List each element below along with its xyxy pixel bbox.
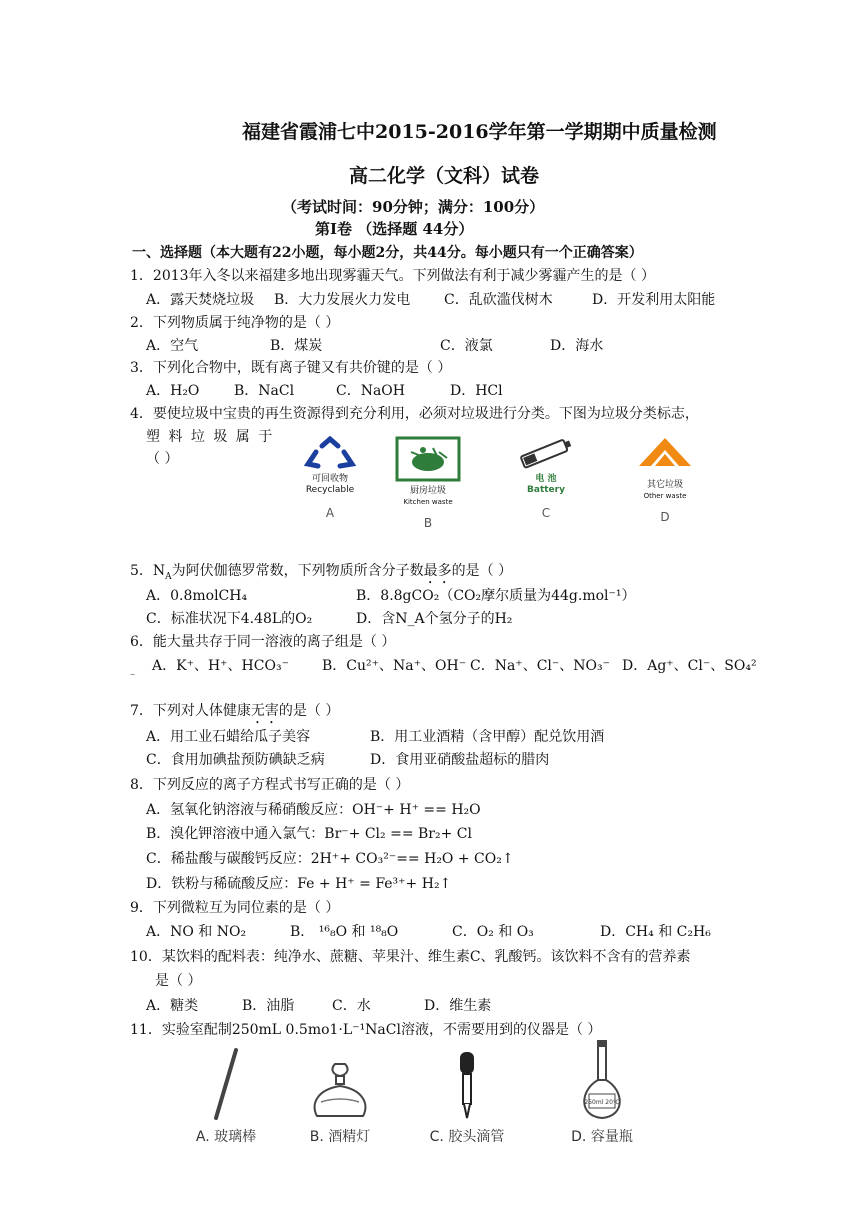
option-a: A．氢氧化钠溶液与稀硝酸反应：OH⁻+ H⁺ == H₂O: [146, 802, 481, 818]
option-d: D．铁粉与稀硫酸反应：Fe + H⁺ = Fe³⁺+ H₂↑: [146, 876, 452, 892]
question-6-options: [152, 655, 757, 675]
sign-label-en: Other waste: [643, 492, 687, 500]
option-a: A．用工业石蜡给瓜子美容: [146, 729, 311, 745]
option-b: B．Cu²⁺、Na⁺、OH⁻: [322, 658, 467, 674]
option-c: C．乱砍滥伐树木: [444, 292, 553, 308]
volumetric-flask-icon: [572, 1038, 632, 1122]
question-7-options-row1: [146, 726, 604, 746]
option-a: A．NO 和 NO₂: [146, 924, 247, 940]
instrument-label: A. 玻璃棒: [195, 1129, 257, 1145]
option-d: D．Ag⁺、Cl⁻、SO₄²: [622, 658, 757, 674]
question-5-options-row2: [146, 608, 512, 628]
question-6-tail: ⁻: [130, 672, 136, 683]
question-4-stem: 4．要使垃圾中宝贵的再生资源得到充分利用，必须对垃圾进行分类。下图为垃圾分类标志，: [130, 406, 699, 422]
option-c: C．稀盐酸与碳酸钙反应：2H⁺+ CO₃²⁻== H₂O + CO₂↑: [146, 851, 514, 867]
option-b: B．油脂: [242, 998, 295, 1014]
instrument-label: B. 酒精灯: [309, 1129, 371, 1145]
option-b: B．煤炭: [270, 338, 323, 354]
option-c: C．NaOH: [336, 383, 405, 399]
option-d: D．CH₄ 和 C₂H₆: [600, 924, 711, 940]
instrument-volumetric-flask: [552, 1038, 652, 1146]
question-1-stem: 1．2013年入冬以来福建多地出现雾霾天气。下列做法有利于减少雾霾产生的是（ ）: [130, 268, 655, 284]
option-c: C．O₂ 和 O₃: [452, 924, 534, 940]
option-b: B．溴化钾溶液中通入氯气：Br⁻+ Cl₂ == Br₂+ Cl: [146, 826, 472, 842]
emphasis-text: 最多: [423, 563, 452, 579]
instrument-alcohol-lamp: [290, 1046, 390, 1146]
option-c: C．液氯: [440, 338, 493, 354]
option-a: A．0.8molCH₄: [146, 588, 248, 604]
instrument-label: C. 胶头滴管: [429, 1129, 505, 1145]
glass-rod-icon: [206, 1046, 246, 1122]
option-b: B．8.8gCO₂（CO₂摩尔质量为44g.mol⁻¹）: [356, 588, 636, 604]
question-8-stem: 8．下列反应的离子方程式书写正确的是（ ）: [130, 777, 410, 793]
exam-title: 福建省霞浦七中2015-2016学年第一学期期中质量检测: [242, 121, 717, 143]
recycle-icon: [302, 436, 358, 470]
option-b: B． ¹⁶₈O 和 ¹⁸₈O: [290, 924, 399, 940]
option-d: D．HCl: [450, 383, 503, 399]
emphasis-text: 无害: [250, 703, 279, 719]
question-10-stem: 10．某饮料的配料表：纯净水、蔗糖、苹果汁、维生素C、乳酸钙。该饮料不含有的营养素: [130, 949, 691, 965]
sign-label-cn: 可回收物: [311, 474, 348, 484]
sign-other-waste: [626, 436, 704, 524]
question-11-stem: 11．实验室配制250mL 0.5mo1·L⁻¹NaCl溶液，不需要用到的仪器是（ ）: [130, 1022, 602, 1038]
option-d: D．维生素: [424, 998, 492, 1014]
question-1-options: [146, 289, 715, 309]
option-b: B．大力发展火力发电: [274, 292, 411, 308]
sign-label-en: Kitchen waste: [403, 498, 453, 506]
sign-kitchen-waste: [390, 436, 466, 530]
option-c: C．Na⁺、Cl⁻、NO₃⁻: [470, 658, 611, 674]
battery-icon: [513, 436, 579, 470]
question-2-options: [146, 335, 603, 355]
other-waste-icon: [635, 436, 695, 476]
question-2-stem: 2．下列物质属于纯净物的是（ ）: [130, 315, 340, 331]
question-10-stem-cont: 是（ ）: [155, 973, 202, 989]
question-4-blank: （ ）: [146, 451, 179, 467]
exam-subtitle: 高二化学（文科）试卷: [349, 165, 540, 187]
sign-battery: [508, 436, 584, 520]
sign-letter: D: [660, 510, 670, 524]
option-a: A．H₂O: [146, 383, 200, 399]
option-d: D．海水: [550, 338, 604, 354]
option-a: A．糖类: [146, 998, 199, 1014]
sign-recyclable: [294, 436, 366, 520]
question-10-options: [146, 995, 491, 1015]
question-7-stem: 7．下列对人体健康无害的是（ ）: [130, 703, 340, 719]
option-c: C．食用加碘盐预防碘缺乏病: [146, 752, 325, 768]
sign-letter: B: [423, 516, 433, 530]
section-heading: 一、选择题（本大题有22小题，每小题2分，共44分。每小题只有一个正确答案）: [132, 245, 643, 261]
sign-letter: A: [325, 506, 335, 520]
question-3-stem: 3．下列化合物中，既有离子键又有共价键的是（ ）: [130, 360, 452, 376]
question-9-stem: 9．下列微粒互为同位素的是（ ）: [130, 900, 340, 916]
instrument-label: D. 容量瓶: [571, 1129, 633, 1145]
sign-label-cn: 厨房垃圾: [409, 486, 446, 496]
question-7-options-row2: [146, 749, 549, 769]
flask-label: 250ml 20℃: [584, 1099, 620, 1106]
dropper-icon: [452, 1046, 482, 1122]
question-9-options: [146, 921, 711, 941]
question-3-options: [146, 380, 503, 400]
option-d: D．食用亚硝酸盐超标的腊肉: [370, 752, 550, 768]
sign-label-en: Recyclable: [305, 485, 355, 495]
sign-label-cn: 电 池: [535, 474, 557, 484]
option-d: D．开发利用太阳能: [592, 292, 716, 308]
sign-label-en: Battery: [527, 485, 565, 495]
sign-letter: C: [541, 506, 551, 520]
kitchen-waste-icon: [393, 436, 463, 482]
question-4-stem-cont: 塑 料 垃 圾 属 于: [146, 429, 275, 445]
part-heading: 第I卷 （选择题 44分）: [315, 220, 474, 238]
option-c: C．标准状况下4.48L的O₂: [146, 611, 313, 627]
option-a: A．K⁺、H⁺、HCO₃⁻: [152, 658, 289, 674]
instrument-glass-rod: [176, 1046, 276, 1146]
question-6-stem: 6．能大量共存于同一溶液的离子组是（ ）: [130, 634, 396, 650]
option-c: C．水: [332, 998, 371, 1014]
exam-info: （考试时间：90分钟；满分：100分）: [282, 198, 545, 216]
option-b: B．用工业酒精（含甲醇）配兑饮用酒: [370, 729, 605, 745]
sign-label-cn: 其它垃圾: [646, 480, 683, 490]
option-b: B．NaCl: [234, 383, 295, 399]
instrument-dropper: [412, 1046, 522, 1146]
alcohol-lamp-icon: [305, 1046, 375, 1122]
option-d: D．含N_A个氢分子的H₂: [356, 611, 513, 627]
question-5-stem: 5．$N_A$为阿伏伽德罗常数，下列物质所含分子数最多的是（ ）: [130, 563, 513, 582]
question-5-options-row1: [146, 585, 636, 605]
option-a: A．空气: [146, 338, 199, 354]
option-a: A．露天焚烧垃圾: [146, 292, 255, 308]
